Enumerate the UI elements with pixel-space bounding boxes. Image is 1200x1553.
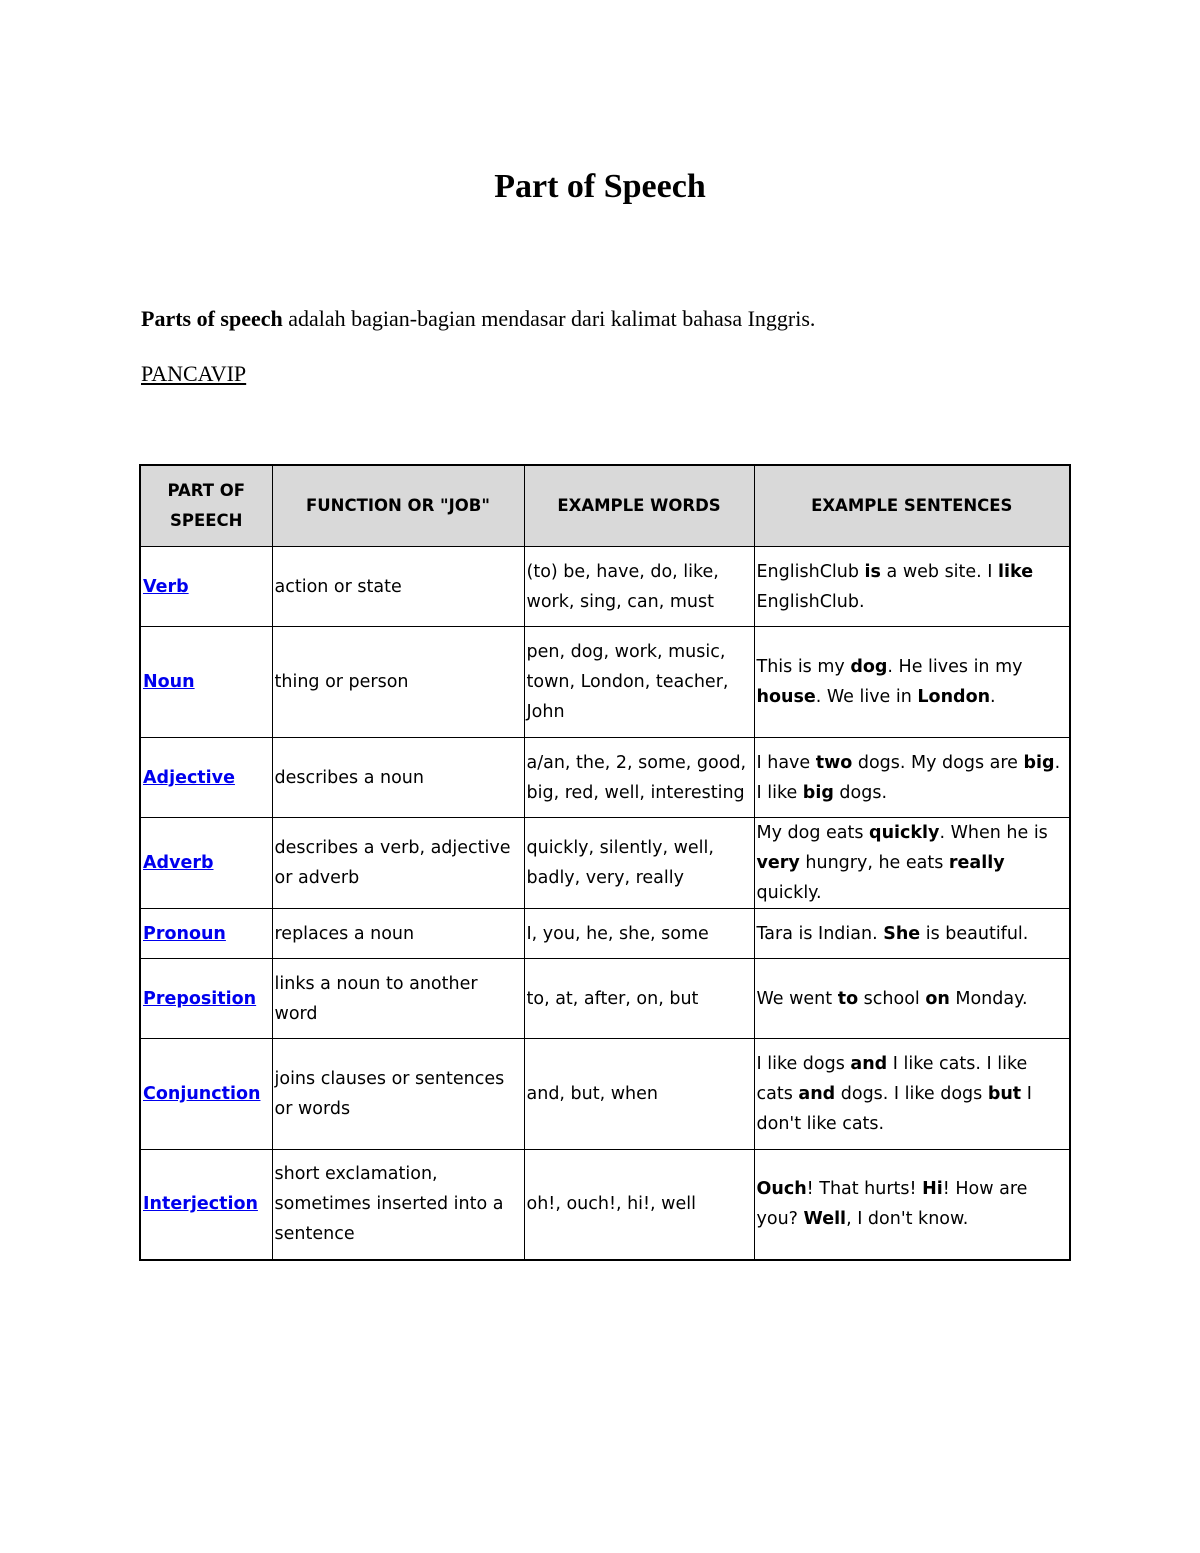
table-row <box>140 627 1070 738</box>
function-cell: replaces a noun <box>272 909 524 959</box>
example-words-cell: I, you, he, she, some <box>524 909 754 959</box>
sentence-text: dogs. I like dogs <box>835 1084 988 1104</box>
example-sentence-cell <box>754 818 1070 909</box>
example-sentence-cell <box>754 959 1070 1039</box>
table-row <box>140 1150 1070 1260</box>
part-of-speech-link-verb[interactable]: Verb <box>143 576 189 597</box>
sentence-text: I don't like cats. <box>756 1084 1032 1134</box>
highlighted-word: Ouch <box>756 1179 807 1200</box>
table-row <box>140 959 1070 1039</box>
example-words-cell: a/an, the, 2, some, good, big, red, well, interesting <box>524 738 754 818</box>
sentence-text: quickly. <box>756 883 822 903</box>
table-row <box>140 818 1070 909</box>
highlighted-word: big <box>802 782 834 803</box>
intro-paragraph <box>141 306 815 332</box>
sentence-text: . I like <box>756 752 1061 803</box>
part-of-speech-cell <box>140 738 272 818</box>
part-of-speech-cell <box>140 627 272 738</box>
highlighted-word: house <box>756 687 816 707</box>
sentence-text: is beautiful. <box>920 923 1029 944</box>
sentence-text: ! That hurts! <box>806 1179 923 1200</box>
sentence-text: ! How are you? <box>756 1179 1028 1230</box>
sentence-text: Monday. <box>949 988 1028 1009</box>
table-row <box>140 909 1070 959</box>
sentence-text: I like cats. I like cats <box>756 1054 1028 1104</box>
sentence-text: . We live in <box>815 687 918 707</box>
example-sentence-cell <box>754 909 1070 959</box>
highlighted-word: big <box>1023 752 1055 773</box>
function-cell: short exclamation, sometimes inserted into a sentence <box>272 1150 524 1260</box>
page-title: Part of Speech <box>494 168 706 205</box>
example-words-cell: and, but, when <box>524 1039 754 1150</box>
highlighted-word: and <box>798 1084 836 1104</box>
sentence-text: Tara is Indian. <box>756 923 884 944</box>
header-function: FUNCTION OR "JOB" <box>272 465 524 547</box>
function-cell: thing or person <box>272 627 524 738</box>
function-cell: joins clauses or sentences or words <box>272 1039 524 1150</box>
highlighted-word: London <box>917 687 991 707</box>
table-header-row <box>140 465 1070 547</box>
highlighted-word: Hi <box>922 1179 943 1200</box>
sentence-text: school <box>858 988 926 1009</box>
part-of-speech-link-conjunction[interactable]: Conjunction <box>143 1084 261 1104</box>
part-of-speech-link-pronoun[interactable]: Pronoun <box>143 923 226 944</box>
part-of-speech-link-preposition[interactable]: Preposition <box>143 988 257 1009</box>
example-words-cell: quickly, silently, well, badly, very, really <box>524 818 754 909</box>
sentence-text: EnglishClub <box>756 561 865 582</box>
intro-term: Parts of speech <box>141 306 283 331</box>
highlighted-word: very <box>756 853 800 873</box>
example-sentence-cell <box>754 738 1070 818</box>
sentence-text: a web site. I <box>880 561 999 582</box>
table-row <box>140 738 1070 818</box>
header-example-words: EXAMPLE WORDS <box>524 465 754 547</box>
part-of-speech-link-adverb[interactable]: Adverb <box>143 853 214 873</box>
highlighted-word: dog <box>850 657 888 677</box>
table-body <box>140 547 1070 1260</box>
example-words-cell: (to) be, have, do, like, work, sing, can, must <box>524 547 754 627</box>
example-sentence-cell <box>754 1039 1070 1150</box>
sentence-text: dogs. My dogs are <box>852 752 1024 773</box>
part-of-speech-cell <box>140 818 272 909</box>
part-of-speech-cell <box>140 1150 272 1260</box>
part-of-speech-link-interjection[interactable]: Interjection <box>143 1194 258 1215</box>
sentence-text: I like dogs <box>756 1054 851 1074</box>
highlighted-word: like <box>998 561 1034 582</box>
function-cell: links a noun to another word <box>272 959 524 1039</box>
sentence-text: I have <box>756 752 816 773</box>
part-of-speech-link-adjective[interactable]: Adjective <box>143 767 235 788</box>
part-of-speech-cell <box>140 909 272 959</box>
part-of-speech-link-noun[interactable]: Noun <box>143 672 195 692</box>
highlighted-word: two <box>815 752 853 773</box>
function-cell: action or state <box>272 547 524 627</box>
example-words-cell: pen, dog, work, music, town, London, teacher, John <box>524 627 754 738</box>
example-sentence-cell <box>754 547 1070 627</box>
function-cell: describes a noun <box>272 738 524 818</box>
example-sentence-cell <box>754 627 1070 738</box>
sentence-text: hungry, he eats <box>799 853 949 873</box>
example-words-cell: oh!, ouch!, hi!, well <box>524 1150 754 1260</box>
sentence-text: My dog eats <box>756 823 870 843</box>
example-words-cell: to, at, after, on, but <box>524 959 754 1039</box>
sentence-text: , I don't know. <box>846 1209 969 1230</box>
part-of-speech-cell <box>140 959 272 1039</box>
highlighted-word: is <box>864 561 881 582</box>
highlighted-word: quickly <box>869 823 940 843</box>
header-part-of-speech: PART OF SPEECH <box>140 465 272 547</box>
highlighted-word: really <box>948 853 1005 873</box>
highlighted-word: on <box>925 988 950 1009</box>
sentence-text: . When he is <box>939 823 1048 843</box>
table-row <box>140 1039 1070 1150</box>
highlighted-word: She <box>883 923 921 944</box>
sentence-text: dogs. <box>833 782 888 803</box>
example-sentence-cell <box>754 1150 1070 1260</box>
sentence-text: We went <box>756 988 838 1009</box>
highlighted-word: Well <box>803 1209 847 1230</box>
highlighted-word: but <box>987 1084 1022 1104</box>
highlighted-word: and <box>850 1054 888 1074</box>
function-cell: describes a verb, adjective or adverb <box>272 818 524 909</box>
acronym-heading: PANCAVIP <box>141 361 247 386</box>
sentence-text: EnglishClub. <box>756 591 865 612</box>
sentence-text: . He lives in my <box>887 657 1023 677</box>
highlighted-word: to <box>837 988 859 1009</box>
table-row <box>140 547 1070 627</box>
part-of-speech-cell <box>140 1039 272 1150</box>
intro-definition: adalah bagian-bagian mendasar dari kalimat bahasa Inggris. <box>282 306 816 331</box>
sentence-text: This is my <box>756 657 851 677</box>
part-of-speech-cell <box>140 547 272 627</box>
sentence-text: . <box>990 687 996 707</box>
header-example-sentences: EXAMPLE SENTENCES <box>754 465 1070 547</box>
parts-of-speech-table <box>139 464 1071 1261</box>
